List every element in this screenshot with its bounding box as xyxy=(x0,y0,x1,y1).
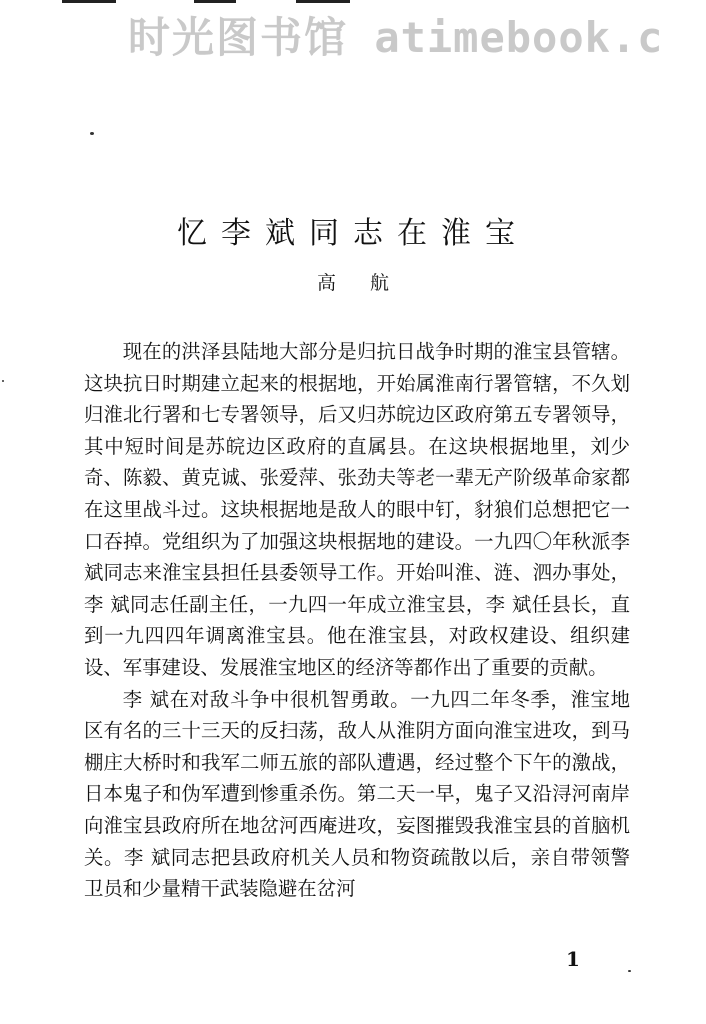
article-title: 忆李斌同志在淮宝 xyxy=(177,216,529,252)
article-author: 高航 xyxy=(316,272,423,294)
page-number: 1 xyxy=(566,947,580,971)
scan-speck xyxy=(2,380,4,382)
watermark-en: atimebook.c xyxy=(374,13,664,62)
top-rule-right xyxy=(296,0,350,3)
paragraph: 李 斌在对敌斗争中很机智勇敢。一九四二年冬季，淮宝地区有名的三十三天的反扫荡，敌人从淮阴方面向淮宝进攻，到马棚庄大桥时和我军二师五旅的部队遭遇，经过整个下午的激战，日本鬼子和伪军遭到惨重杀伤。第二天一早，鬼子又沿浔河南岸向淮宝县政府所在地岔河西庵进攻，妄图摧毁我淮宝县的首脑机关。李 斌同志把县政府机关人员和物资疏散以后，亲自带领警卫员和少量精干武装隐避在岔河 xyxy=(84,687,630,901)
watermark xyxy=(128,12,706,64)
watermark-cn: 时光图书馆 xyxy=(128,13,349,62)
scan-speck xyxy=(90,132,94,135)
article-body xyxy=(84,336,630,905)
scan-speck xyxy=(628,970,631,972)
top-rule-mid xyxy=(194,0,236,3)
top-rule-left xyxy=(62,0,116,3)
paragraph: 现在的洪泽县陆地大部分是归抗日战争时期的淮宝县管辖。这块抗日时期建立起来的根据地，开始属淮南行署管辖，不久划归淮北行署和七专署领导，后又归苏皖边区政府第五专署领导，其中短时间是苏皖边区政府的直属县。在这块根据地里，刘少奇、陈毅、黄克诚、张爱萍、张劲夫等老一辈无产阶级革命家都在这里战斗过。这块根据地是敌人的眼中钉，豺狼们总想把它一口吞掉。党组织为了加强这块根据地的建设。一九四〇年秋派李 斌同志来淮宝县担任县委领导工作。开始叫淮、涟、泗办事处，李 斌同志任副主任，一九四一年成立淮宝县，李 斌任县长，直到一九四四年调离淮宝县。他在淮宝县，对政权建设、组织建设、军事建设、发展淮宝地区的经济等都作出了重要的贡献。 xyxy=(84,340,630,679)
